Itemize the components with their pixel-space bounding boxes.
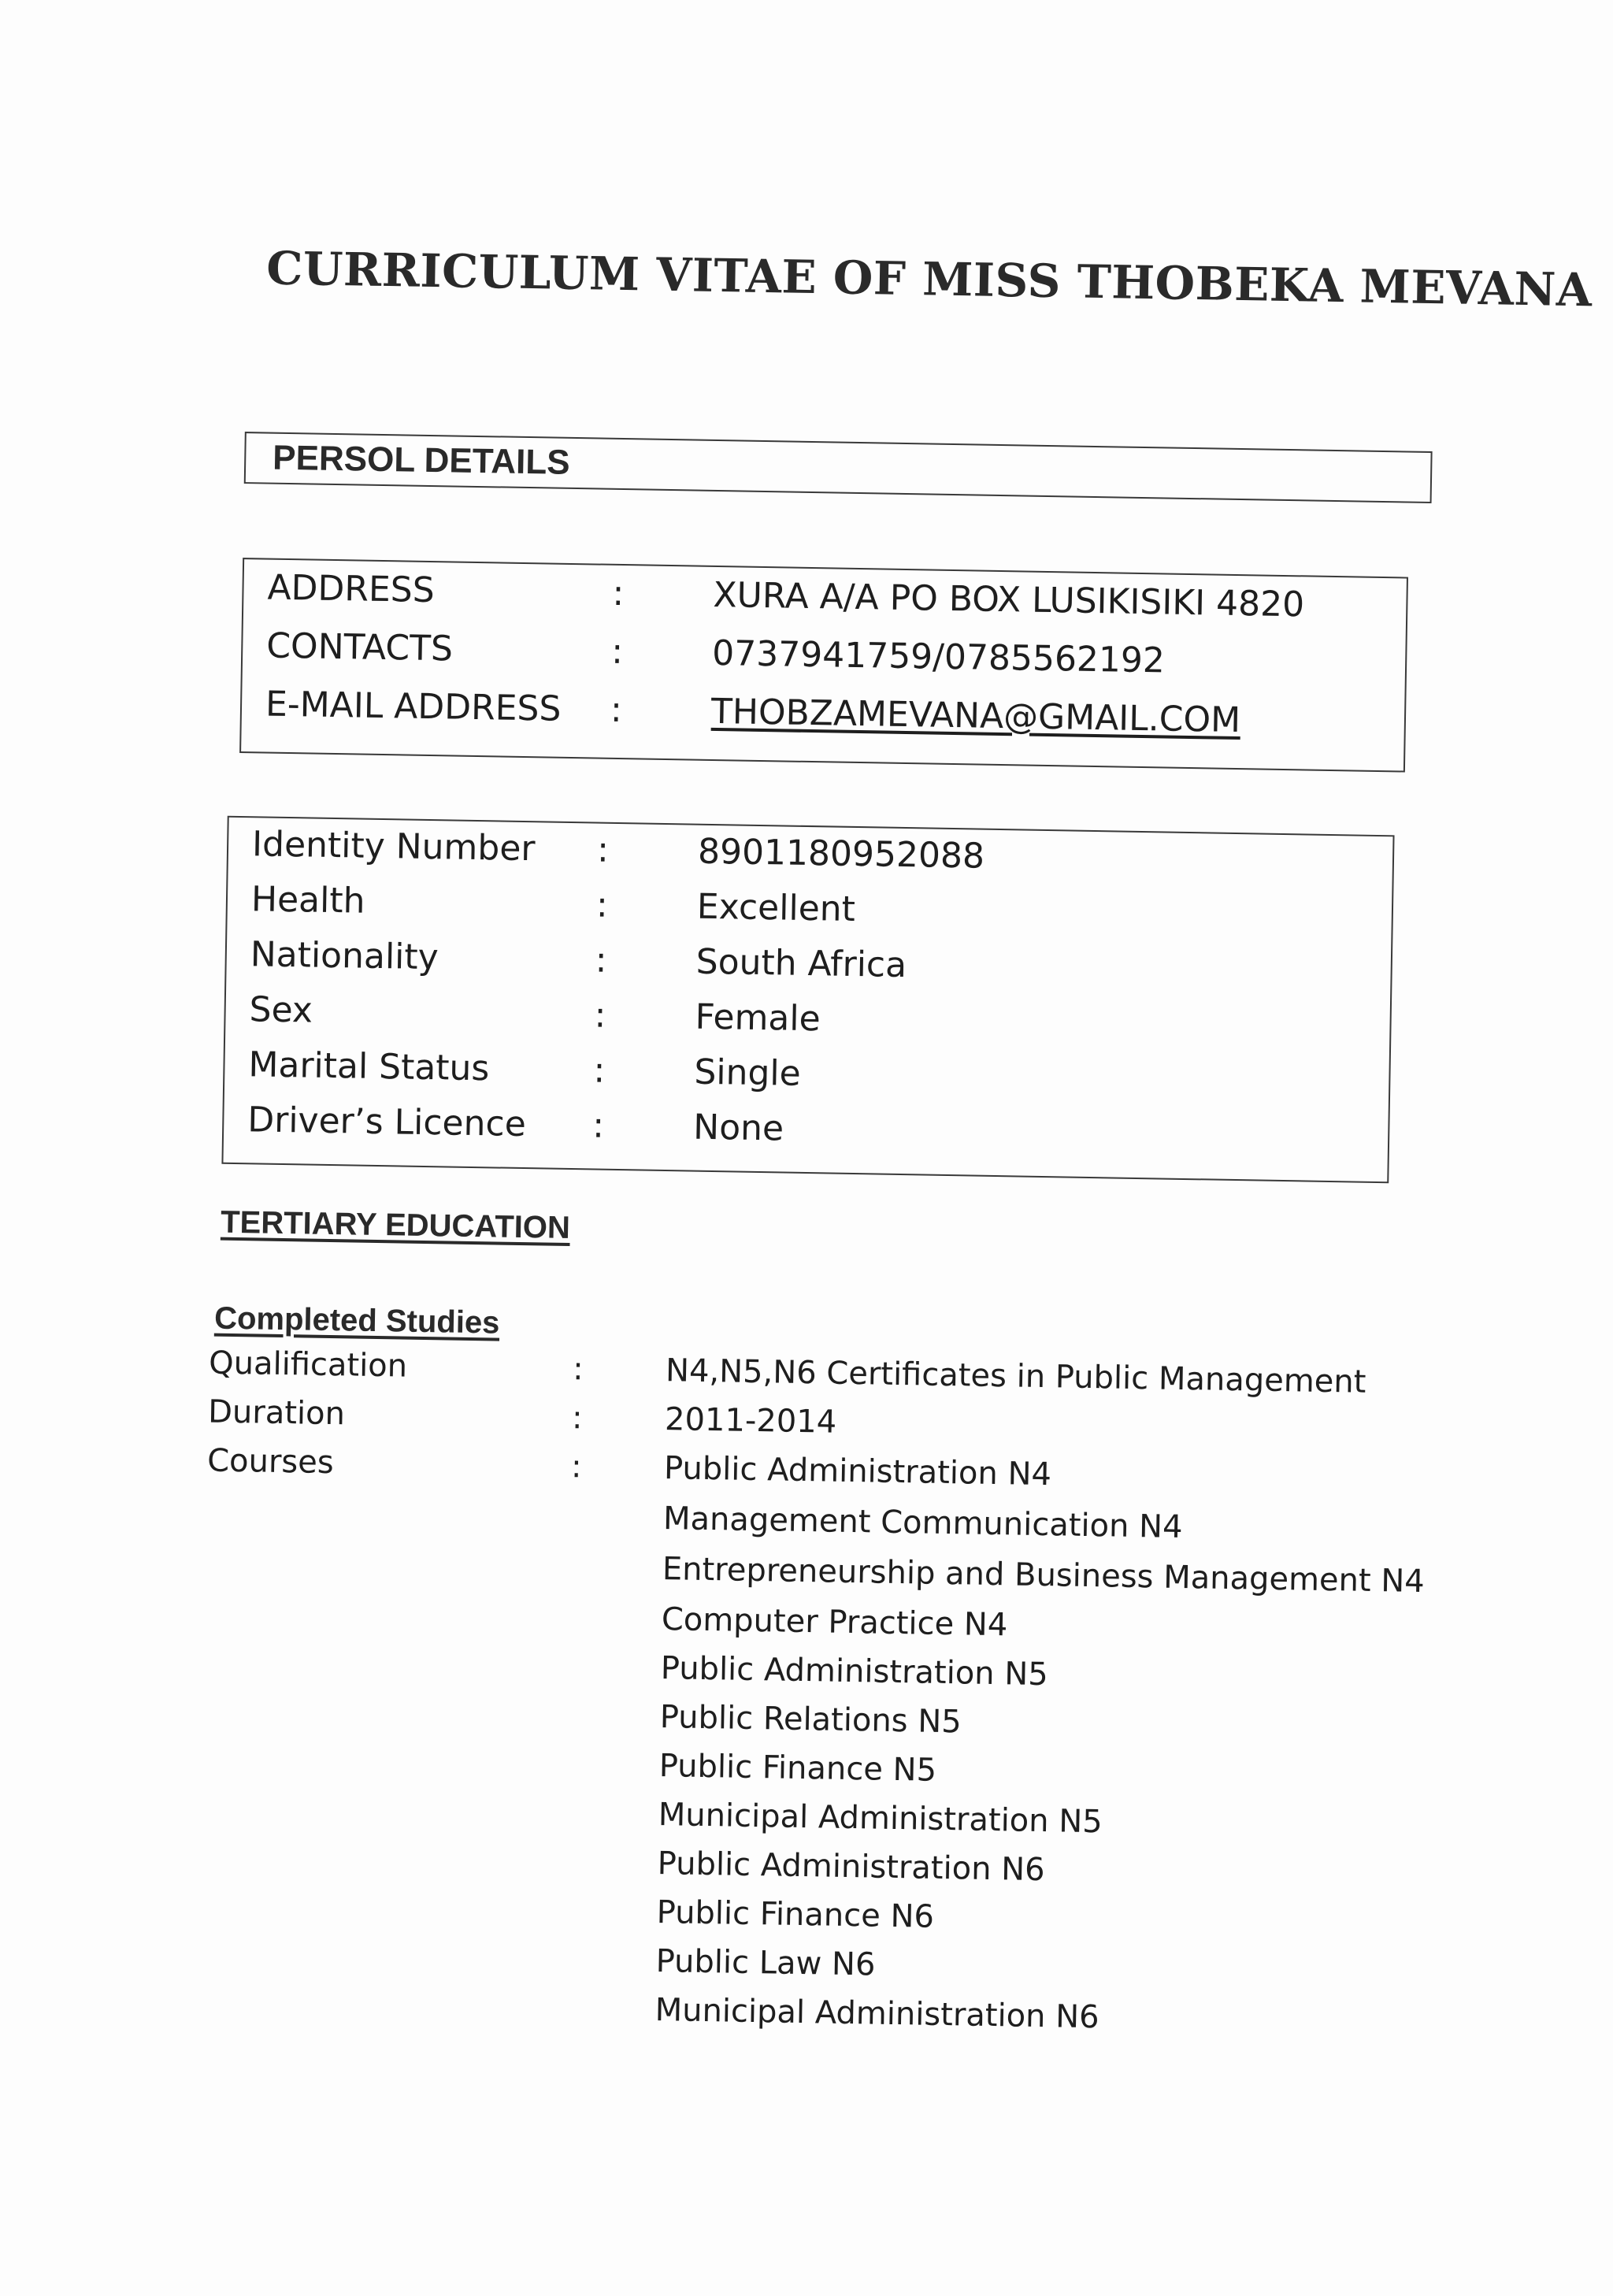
separator: :	[595, 940, 608, 981]
separator: :	[593, 1050, 606, 1091]
course-item: Management Communication N4	[662, 1500, 1183, 1545]
contact-label: ADDRESS	[267, 567, 436, 611]
qualification-row	[208, 1345, 1438, 1400]
identity-label: Sex	[249, 989, 313, 1031]
course-item: Municipal Administration N5	[658, 1797, 1103, 1841]
identity-value: Excellent	[696, 886, 856, 929]
identity-details-box	[221, 816, 1394, 1184]
course-item: Computer Practice N4	[661, 1601, 1008, 1644]
education-value: 2011-2014	[664, 1401, 837, 1441]
courses-row	[206, 1442, 1437, 1493]
course-item: Public Administration N6	[657, 1845, 1045, 1889]
page-title: CURRICULUM VITAE OF MISS THOBEKA MEVANA	[265, 241, 1593, 317]
education-label: Qualification	[208, 1345, 408, 1385]
identity-label: Identity Number	[251, 824, 536, 870]
education-details	[206, 1345, 1438, 2036]
course-item: Entrepreneurship and Business Management N4	[662, 1551, 1426, 1601]
personal-details-heading: PERSOL DETAILS	[272, 438, 570, 482]
contact-label: E-MAIL ADDRESS	[265, 684, 562, 729]
tertiary-education-heading: TERTIARY EDUCATION	[220, 1204, 571, 1246]
separator: :	[571, 1400, 584, 1437]
identity-label: Nationality	[250, 934, 439, 978]
education-label: Duration	[207, 1393, 346, 1433]
course-item: Public Finance N6	[656, 1894, 935, 1935]
identity-label: Marital Status	[248, 1044, 490, 1089]
contact-details-box	[239, 558, 1408, 773]
identity-value: Single	[694, 1052, 802, 1094]
course-item: Public Finance N5	[658, 1748, 937, 1789]
contact-label: CONTACTS	[265, 625, 454, 670]
contact-value: 0737941759/0785562192	[711, 632, 1166, 681]
separator: :	[594, 995, 606, 1036]
separator: :	[570, 1448, 582, 1486]
identity-value: Female	[695, 996, 821, 1040]
separator: :	[610, 631, 624, 673]
identity-label: Driver’s Licence	[247, 1100, 527, 1145]
separator: :	[572, 1351, 584, 1388]
course-item: Public Relations N5	[659, 1699, 962, 1741]
education-label: Courses	[206, 1442, 335, 1482]
separator: :	[596, 829, 610, 870]
education-value: Public Administration N4	[663, 1450, 1052, 1493]
identity-value: South Africa	[695, 941, 907, 986]
education-value: N4,N5,N6 Certificates in Public Management	[665, 1352, 1366, 1400]
identity-value: None	[692, 1107, 784, 1149]
identity-value: 8901180952088	[697, 831, 985, 877]
identity-label: Health	[250, 879, 365, 922]
email-link[interactable]: THOBZAMEVANA@GMAIL.COM	[710, 691, 1241, 741]
course-item: Public Administration N5	[660, 1650, 1049, 1693]
separator: :	[591, 1105, 605, 1146]
separator: :	[612, 573, 625, 614]
separator: :	[595, 885, 609, 925]
course-item: Municipal Administration N6	[654, 1991, 1099, 2036]
course-item: Public Law N6	[655, 1942, 876, 1983]
personal-details-box	[244, 432, 1433, 503]
separator: :	[610, 689, 623, 731]
contact-value: XURA A/A PO BOX LUSIKISIKI 4820	[713, 574, 1305, 625]
completed-studies-heading: Completed Studies	[213, 1300, 500, 1341]
